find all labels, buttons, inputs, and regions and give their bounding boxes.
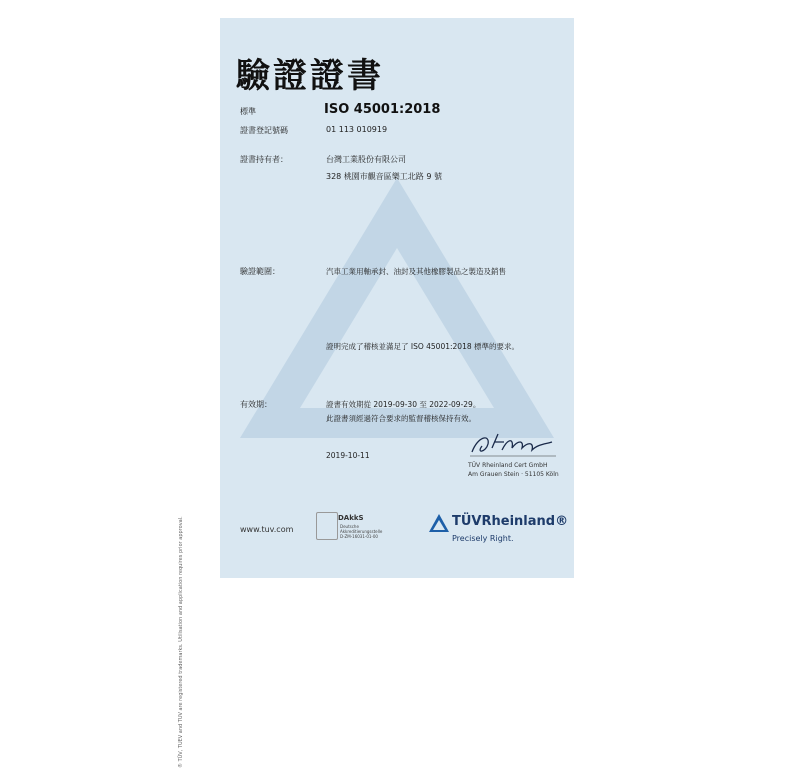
tuv-brand-name: TÜVRheinland®	[452, 514, 569, 529]
holder-address: 328 桃園市觀音區樂工北路 9 號	[326, 172, 442, 181]
holder-name: 台灣工業股份有限公司	[326, 155, 406, 164]
issue-date: 2019-10-11	[326, 451, 370, 460]
tuv-tagline: Precisely Right.	[452, 534, 514, 543]
issuer-address: Am Grauen Stein · 51105 Köln	[468, 471, 559, 478]
tuv-website: www.tuv.com	[240, 525, 294, 534]
trademark-side-note: ® TÜV, TUEV and TUV are registered trademarks. Utilisation and application requires prior approval.	[178, 516, 184, 768]
validity-condition: 此證書須經過符合要求的監督稽核保持有效。	[326, 414, 476, 423]
dakks-name: DAkkS	[338, 514, 364, 522]
validity-label: 有效期：	[240, 400, 272, 409]
compliance-statement: 證明完成了稽核並滿足了 ISO 45001:2018 標準的要求。	[326, 342, 519, 351]
tuv-triangle-icon	[428, 513, 450, 533]
issuer-block	[468, 461, 559, 479]
scope-value: 汽車工業用軸承封、油封及其他橡膠製品之製造及銷售	[326, 267, 506, 276]
validity-period: 證書有效期從 2019-09-30 至 2022-09-29。	[326, 400, 481, 409]
certificate-title: 驗證證書	[236, 56, 384, 96]
dakks-line2: Akkreditierungsstelle	[340, 529, 383, 534]
dakks-accreditation-mark	[316, 512, 386, 548]
signature	[468, 428, 558, 460]
issuer-name: TÜV Rheinland Cert GmbH	[468, 462, 548, 469]
scope-label: 驗證範圍：	[240, 267, 280, 276]
tuv-rheinland-logo	[428, 512, 568, 552]
reg-no-label: 證書登記號碼	[240, 126, 288, 135]
dakks-line1: Deutsche	[340, 524, 359, 529]
standard-value: ISO 45001:2018	[324, 102, 441, 117]
reg-no-value: 01 113 010919	[326, 125, 388, 134]
standard-label: 標準	[240, 107, 256, 116]
holder-label: 證書持有者：	[240, 155, 288, 164]
certificate-document	[220, 18, 574, 578]
dakks-logo-icon	[316, 512, 338, 540]
dakks-line3: D-ZM-16031-01-00	[340, 534, 378, 539]
